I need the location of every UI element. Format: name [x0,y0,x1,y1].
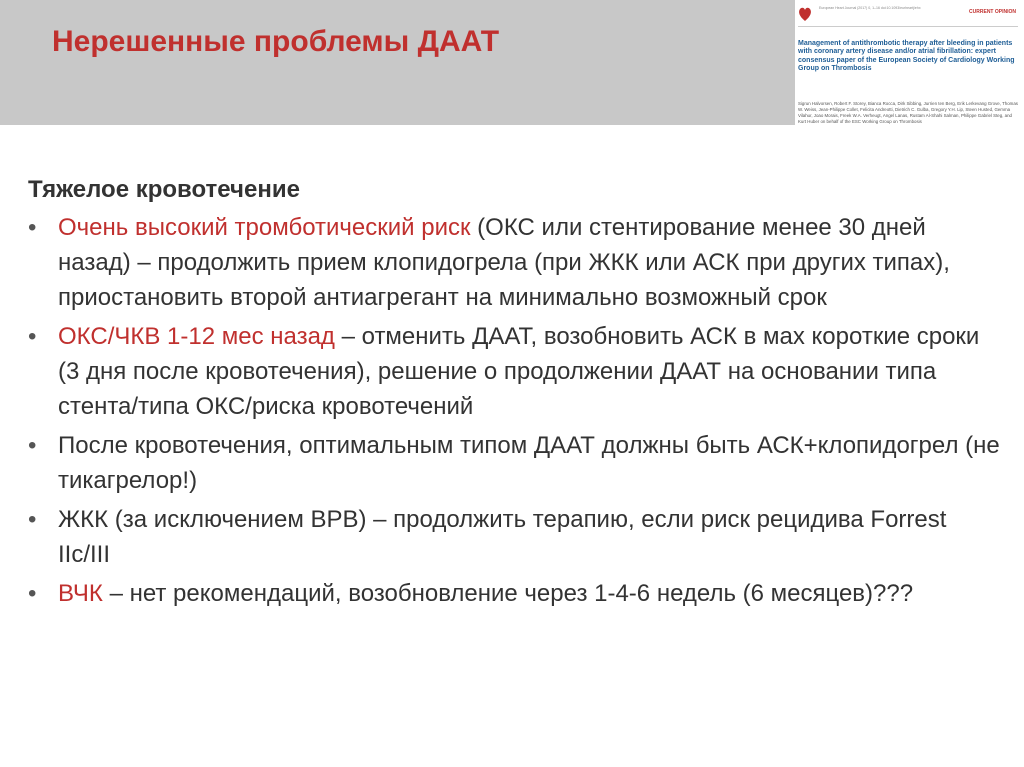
bullet-text: – нет рекомендаций, возобновление через 1-4-6 недель (6 месяцев)??? [102,580,914,607]
paper-authors: Sigrun Halvorsen, Robert F. Storey, Bianca Rocca, Dirk Sibbing, Jurrien ten Berg, Erik Lerkevang Grove, Thomas W. Weiss, Jean-Philippe Collet, Felicita Andreotti, Dietrich C. Gulba, Gregory Y.H. Lip, Steen Husted, Gemma Vilahur, Joao Morais, Freek W.A. Verheugt, Angel Lanas, Rustam Al-Shahi Salman, Philippe Gabriel Steg, and Kurt Huber on behalf of the ESC Working Group on Thrombosis [798,101,1018,125]
slide-content [28,172,1003,615]
bullet-item [28,428,1003,498]
bullet-highlight: Очень высокий тромботический риск [58,214,471,241]
bullet-item [28,576,1003,611]
paper-title: Management of antithrombotic therapy after bleeding in patients with coronary artery disease and/or atrial fibrillation: expert consensus paper of the European Society of Cardiology Working Group on Thrombosis [798,40,1015,73]
bullet-item [28,319,1003,424]
bullet-text: После кровотечения, оптимальным типом ДААТ должны быть АСК+клопидогрел (не тикагрелор!) [58,432,1000,494]
bullet-marker: • [28,580,37,607]
paper-category: CURRENT OPINION [969,9,1016,15]
slide-title: Нерешенные проблемы ДААТ [52,25,500,58]
paper-thumbnail [795,0,1024,148]
bullet-list [28,210,1003,611]
bullet-highlight: ВЧК [58,580,103,607]
paper-divider [798,26,1018,27]
bullet-marker: • [28,323,37,350]
paper-journal: European Heart Journal (2017) 0, 1–16 doi:10.1093/eurheartj/ehx [819,6,921,10]
bullet-marker: • [28,506,37,533]
subheading: Тяжелое кровотечение [28,176,300,203]
bullet-text: (ОКС или стентирование менее 30 дней назад) – продолжить прием клопидогрела (при ЖКК или АСК при других типах), приостановить второй антиагрегант на минимально возможный срок [58,214,950,311]
bullet-highlight: ОКС/ЧКВ 1-12 мес назад [58,323,335,350]
bullet-text: ЖКК (за исключением ВРВ) – продолжить терапию, если риск рецидива Forrest IIc/III [58,506,947,568]
bullet-item [28,502,1003,572]
heart-logo-icon [798,5,812,23]
bullet-item [28,210,1003,315]
bullet-text: – отменить ДААТ, возобновить АСК в мах короткие сроки (3 дня после кровотечения), решение о продолжении ДААТ на основании типа стента/типа ОКС/риска кровотечений [58,323,980,420]
bullet-marker: • [28,432,37,459]
bullet-marker: • [28,214,37,241]
